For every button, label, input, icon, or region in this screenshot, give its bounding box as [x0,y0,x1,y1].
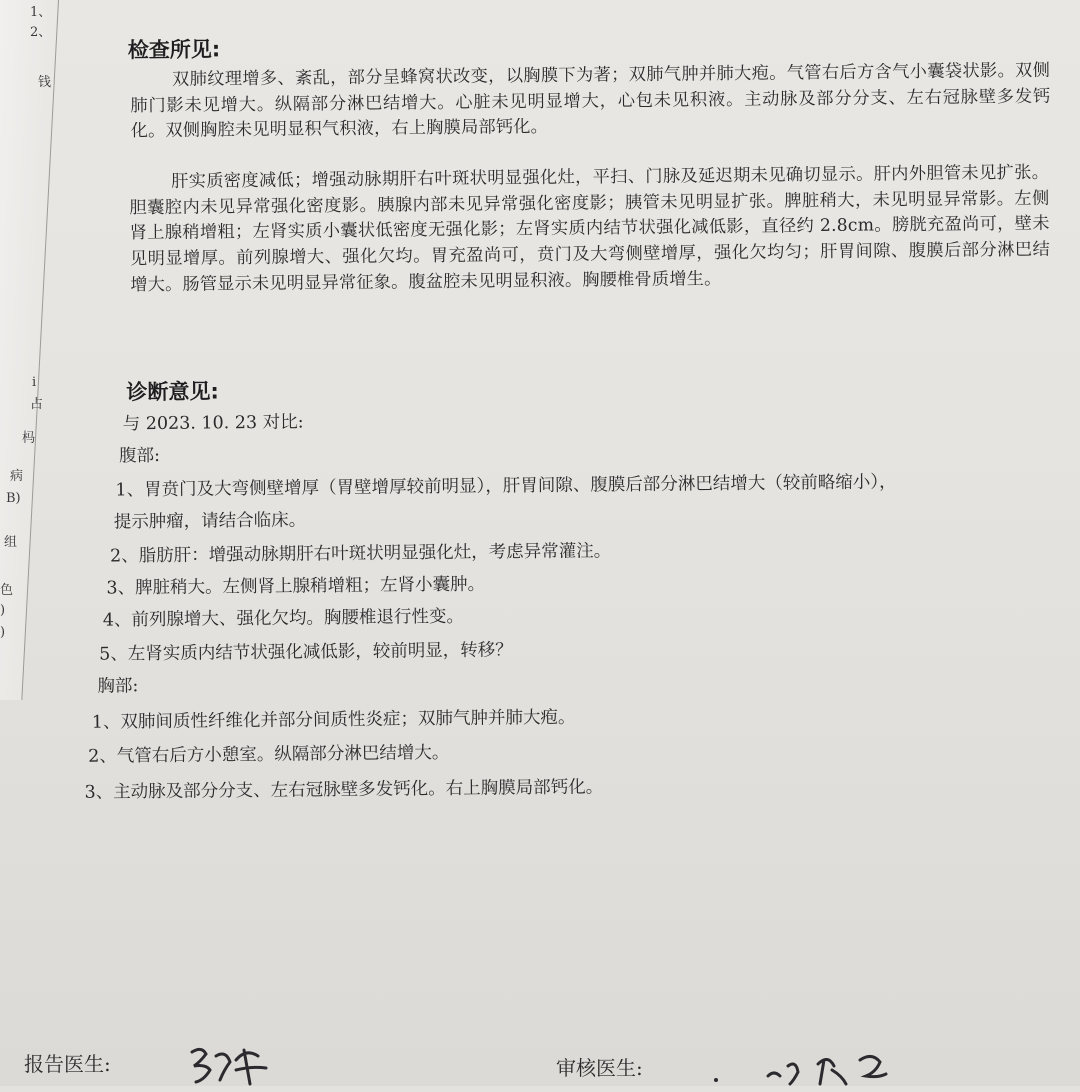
edge-fragment: ) [0,625,6,640]
edge-fragment: 组 [4,535,18,550]
comparison-date: 与 2023. 10. 23 对比: [122,412,304,435]
reviewer-label: 审核医生: [556,1056,643,1080]
edge-fragment: i [32,375,37,390]
edge-fragment: 占 [30,397,44,412]
diagnosis-heading: 诊断意见: [126,379,219,405]
abdomen-item-5: 5、左肾实质内结节状强化减低影，较前明显，转移？ [99,640,513,665]
findings-chest-paragraph: 双肺纹理增多、紊乱，部分呈蜂窝状改变，以胸膜下为著；双肺气肿并肺大疱。气管右后方含气小囊袋状影。双侧肺门影未见增大。纵隔部分淋巴结增大。心脏未见明显增大，心包未见积液。主动脉及部分分支、左右冠脉壁多发钙化。双侧胸腔未见明显积气积液，右上胸膜局部钙化。 [130,60,1051,142]
reporter-signature [186,1040,296,1086]
findings-heading: 检查所见: [127,37,221,63]
findings-abdomen-paragraph: 肝实质密度减低；增强动脉期肝右叶斑状明显强化灶，平扫、门脉及延迟期未见确切显示。肝内外胆管未见扩张。胆囊腔内未见异常强化密度影。胰腺内部未见异常强化密度影；胰管未见明显扩张。脾脏稍大，未见明显异常影。左侧肾上腺稍增粗；左肾实质小囊状低密度无强化影；左肾实质内结节状强化减低影，直径约 2.8cm。膀胱充盈尚可，壁未见明显增厚。前列腺增大、强化欠均。胃充盈尚可，贲门及大弯侧壁增厚，强化欠均匀；肝胃间隙、腹膜后部分淋巴结增大。肠管显示未见明显异常征象。腹盆腔未见明显积液。胸腰椎骨质增生。 [129,162,1051,296]
abdomen-label: 腹部: [118,445,161,467]
edge-fragment: 病 [10,469,24,484]
chest-item-3: 3、主动脉及部分分支、左右冠脉壁多发钙化。右上胸膜局部钙化。 [84,777,604,803]
abdomen-item-3: 3、脾脏稍大。左侧肾上腺稍增粗；左肾小囊肿。 [106,574,486,599]
edge-fragment: 色 [0,583,14,598]
abdomen-item-1-cont: 提示肿瘤，请结合临床。 [113,510,307,533]
edge-fragment: ) [0,603,6,618]
chest-item-1: 1、双肺间质性纤维化并部分间质性炎症；双肺气肿并肺大疱。 [91,707,576,733]
chest-item-2: 2、气管右后方小憩室。纵隔部分淋巴结增大。 [88,742,450,767]
edge-fragment: 杩 [22,431,36,446]
reviewer-signature [700,1046,900,1086]
abdomen-item-4: 4、前列腺增大、强化欠均。胸腰椎退行性变。 [102,606,465,631]
abdomen-item-2: 2、脂肪肝：增强动脉期肝右叶斑状明显强化灶，考虑异常灌注。 [110,541,612,567]
reporter-label: 报告医生: [24,1052,111,1076]
chest-label: 胸部: [97,676,139,697]
edge-fragment: 2、 [30,25,52,40]
edge-fragment: 钱 [38,75,52,90]
edge-fragment: 1、 [30,5,52,20]
edge-fragment: B) [6,491,21,506]
abdomen-item-1: 1、胃贲门及大弯侧壁增厚（胃壁增厚较前明显），肝胃间隙、腹膜后部分淋巴结增大（较前略缩小）， [115,472,897,501]
